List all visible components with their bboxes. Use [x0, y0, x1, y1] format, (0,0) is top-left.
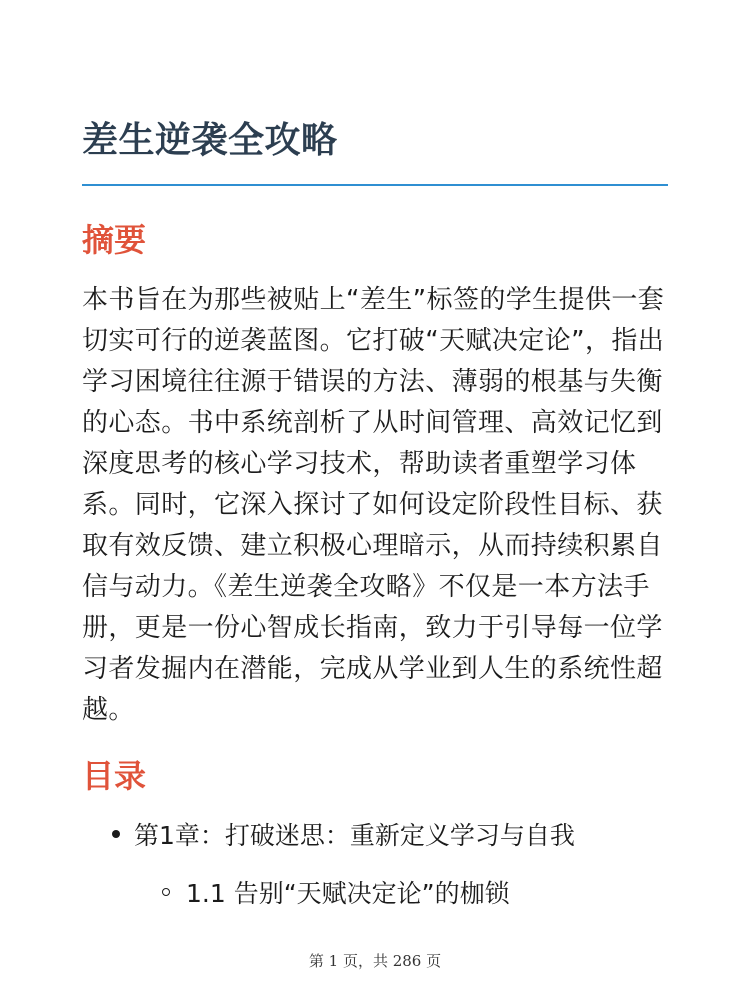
- toc-item-chapter-1[interactable]: [112, 816, 575, 852]
- page-number-footer: 第 1 页，共 286 页: [308, 952, 442, 970]
- title-divider: [82, 184, 668, 186]
- bullet-disc-icon: [112, 830, 120, 838]
- toc-item-label: 第1章：打破迷思：重新定义学习与自我: [134, 821, 575, 850]
- abstract-heading: 摘要: [82, 221, 147, 259]
- bullet-circle-icon: [162, 888, 170, 896]
- toc-item-section-1-1[interactable]: [162, 874, 510, 910]
- toc-item-label: 1.1 告别“天赋决定论”的枷锁: [186, 879, 510, 908]
- toc-heading: 目录: [82, 757, 147, 795]
- abstract-body: 本书旨在为那些被贴上“差生”标签的学生提供一套切实可行的逆袭蓝图。它打破“天赋决定论”，指出学习困境往往源于错误的方法、薄弱的根基与失衡的心态。书中系统剖析了从时间管理、高效记忆到深度思考的核心学习技术，帮助读者重塑学习体系。同时，它深入探讨了如何设定阶段性目标、获取有效反馈、建立积极心理暗示，从而持续积累自信与动力。《差生逆袭全攻略》不仅是一本方法手册，更是一份心智成长指南，致力于引导每一位学习者发掘内在潜能，完成从学业到人生的系统性超越。: [82, 285, 665, 725]
- document-title: 差生逆袭全攻略: [82, 120, 338, 161]
